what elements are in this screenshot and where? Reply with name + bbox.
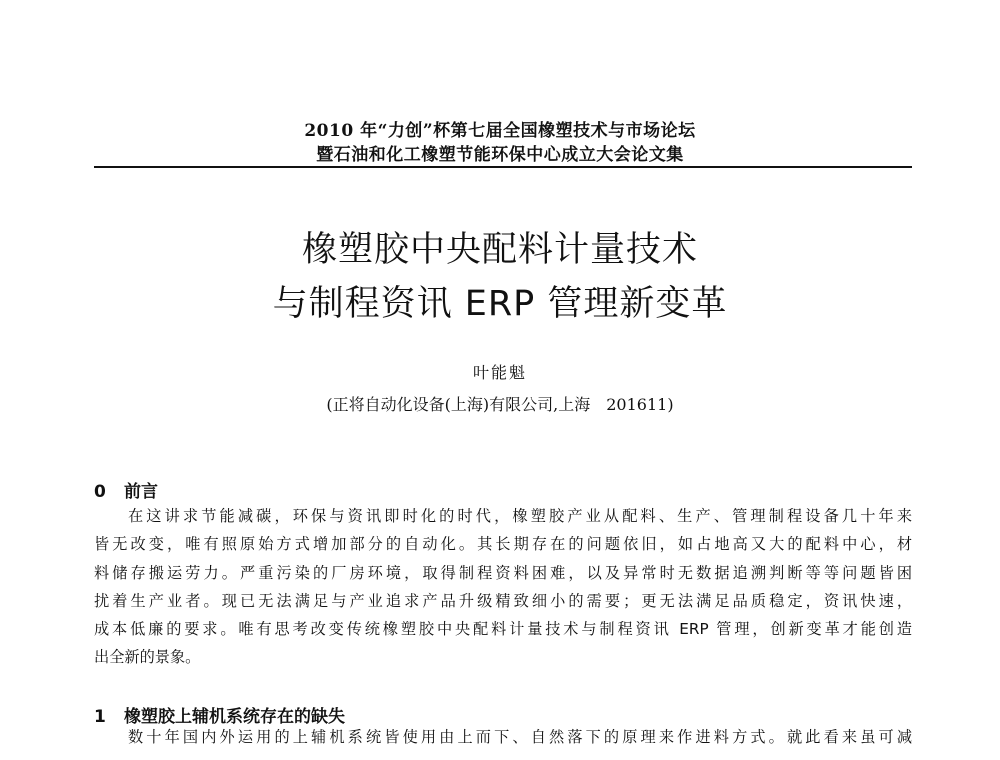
conference-title-line2: 暨石油和化工橡塑节能环保中心成立大会论文集 (316, 145, 684, 165)
paper-title-line1: 橡塑胶中央配料计量技术 (301, 230, 698, 270)
paragraph-line: 出全新的景象。 (94, 648, 201, 667)
author-affiliation: (正将自动化设备(上海)有限公司,上海 201611) (326, 395, 674, 414)
header-divider (94, 166, 912, 168)
preface-paragraph (94, 502, 912, 672)
paragraph-line: 皆无改变，唯有照原始方式增加部分的自动化。其长期存在的问题依旧，如占地高又大的配料中心，材 (94, 535, 912, 554)
section-number: 1 (94, 707, 106, 727)
paragraph-line: 在这讲求节能减碳，环保与资讯即时化的时代，橡塑胶产业从配料、生产、管理制程设备几十年来 (128, 507, 912, 525)
defects-paragraph (94, 723, 912, 751)
paper-title-line2: 与制程资讯 ERP 管理新变革 (272, 284, 728, 324)
paragraph-line: 扰着生产业者。现已无法满足与产业追求产品升级精致细小的需要；更无法满足品质稳定，资讯快速， (94, 591, 912, 610)
paragraph-line: 料储存搬运劳力。严重污染的厂房环境，取得制程资料困难，以及异常时无数据追溯判断等等问题皆困 (94, 563, 912, 582)
section-heading-preface (94, 477, 158, 502)
paragraph-line: 数十年国内外运用的上辅机系统皆使用由上而下、自然落下的原理来作进料方式。就此看来虽可减 (128, 728, 912, 746)
section-title: 橡塑胶上辅机系统存在的缺失 (124, 707, 345, 727)
section-title: 前言 (124, 482, 158, 502)
conference-title-line1: 2010 年“力创”杯第七届全国橡塑技术与市场论坛 (304, 121, 696, 141)
section-number: 0 (94, 482, 106, 502)
paragraph-line: 成本低廉的要求。唯有思考改变传统橡塑胶中央配料计量技术与制程资讯 ERP 管理，创新变革才能创造 (94, 620, 912, 639)
author-name: 叶能魁 (472, 363, 527, 382)
